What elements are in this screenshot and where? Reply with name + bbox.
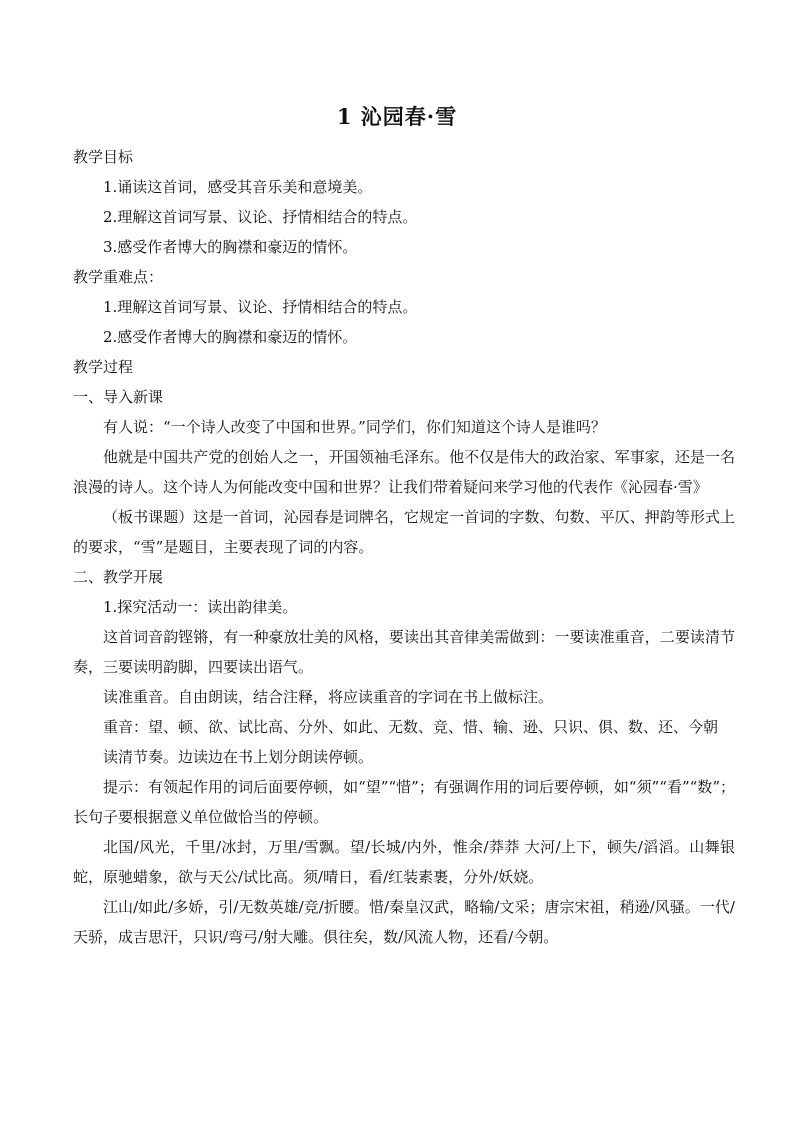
paragraph: 提示：有领起作用的词后面要停顿，如“望”“惜”；有强调作用的词后要停顿，如“须”“看”“数”；长句子要根据意义单位做恰当的停顿。 [73, 778, 735, 826]
paragraph: 重音：望、顿、欲、试比高、分外、如此、无数、竞、惜、输、逊、只识、俱、数、还、今朝 [103, 718, 719, 736]
document-body [73, 142, 735, 952]
paragraph: 他就是中国共产党的创始人之一，开国领袖毛泽东。他不仅是伟大的政治家、军事家，还是一名浪漫的诗人。这个诗人为何能改变中国和世界？让我们带着疑问来学习他的代表作《沁园春·雪》 [73, 448, 735, 496]
goal-item: 1.诵读这首词，感受其音乐美和意境美。 [103, 178, 373, 196]
goal-item: 2.理解这首词写景、议论、抒情相结合的特点。 [103, 208, 418, 226]
key-point-item: 2.感受作者博大的胸襟和豪迈的情怀。 [103, 328, 358, 346]
goal-item: 3.感受作者博大的胸襟和豪迈的情怀。 [103, 238, 358, 256]
section-heading-goals: 教学目标 [73, 148, 134, 166]
section-heading-key-points: 教学重难点： [73, 268, 164, 286]
poem-paragraph: 江山/如此/多娇，引/无数英雄/竞/折腰。惜/秦皇汉武，略输/文采；唐宗宋祖，稍逊/风骚。一代/天骄，成吉思汗，只识/弯弓/射大雕。俱往矣，数/风流人物，还看/今朝。 [73, 898, 735, 946]
paragraph: 这首词音韵铿锵，有一种豪放壮美的风格，要读出其音律美需做到：一要读准重音，二要读清节奏，三要读明韵脚，四要读出语气。 [73, 628, 735, 676]
subsection-heading-intro: 一、导入新课 [73, 388, 164, 406]
subsection-heading-development: 二、教学开展 [73, 568, 164, 586]
section-heading-process: 教学过程 [73, 358, 134, 376]
paragraph: 1.探究活动一：读出韵律美。 [103, 598, 298, 616]
paragraph: 读准重音。自由朗读，结合注释，将应读重音的字词在书上做标注。 [103, 688, 554, 706]
paragraph: （板书课题）这是一首词，沁园春是词牌名，它规定一首词的字数、句数、平仄、押韵等形式上的要求，“雪”是题目，主要表现了词的内容。 [73, 508, 735, 556]
key-point-item: 1.理解这首词写景、议论、抒情相结合的特点。 [103, 298, 418, 316]
paragraph: 读清节奏。边读边在书上划分朗读停顿。 [103, 748, 374, 766]
paragraph: 有人说：“一个诗人改变了中国和世界。”同学们，你们知道这个诗人是谁吗？ [103, 418, 606, 436]
poem-paragraph: 北国/风光，千里/冰封，万里/雪飘。望/长城/内外，惟余/莽莽 大河/上下，顿失/滔滔。山舞银蛇，原驰蜡象，欲与天公/试比高。须/晴日，看/红装素裹，分外/妖娆。 [73, 838, 735, 886]
page-title: 1 沁园春·雪 [336, 104, 458, 129]
